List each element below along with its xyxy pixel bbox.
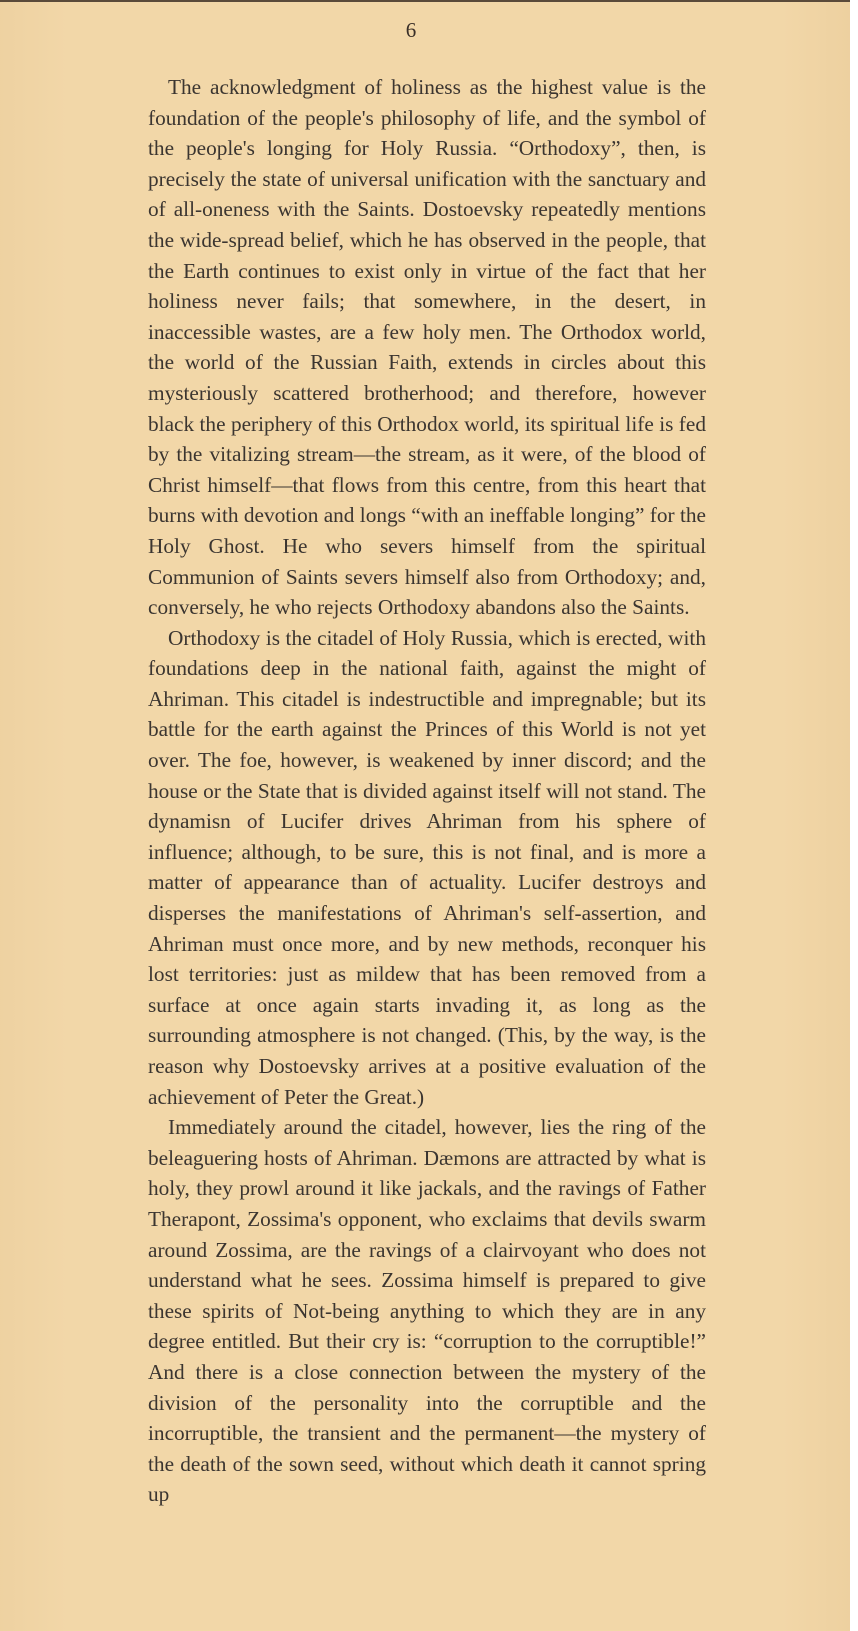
paragraph-2: Orthodoxy is the citadel of Holy Russia, which is erected, with foundations deep in the national faith, against the might of Ahriman. This citadel is indestructible and impregnable; but its battle for the earth against the Princes of this World is not yet over. The foe, however, is weakened by inner discord; and the house or the State that is divided against itself will not stand. The dynamisn of Lucifer drives Ahriman from his sphere of influence; although, to be sure, this is not final, and is more a matter of appearance than of actuality. Lucifer destroys and disperses the manifestations of Ahriman's self-assertion, and Ahriman must once more, and by new methods, reconquer his lost territories: just as mildew that has been removed from a surface at once again starts invading it, as long as the surrounding atmosphere is not changed. (This, by the way, is the reason why Dostoevsky arrives at a positive evaluation of the achievement of Peter the Great.) bbox=[148, 625, 706, 1109]
paragraph-3: Immediately around the citadel, however, lies the ring of the beleaguering hosts of Ahriman. Dæmons are attracted by what is holy, they prowl around it like jackals, and the ravings of Father Therapont, Zossima's opponent, who exclaims that devils swarm around Zossima, are the ravings of a clairvoyant who does not understand what he sees. Zossima himself is prepared to give these spirits of Not-being anything to which they are in any degree entitled. But their cry is: “corruption to the corruptible!” And there is a close connection between the mystery of the division of the personality into the corruptible and the incorruptible, the transient and the permanent—the mystery of the death of the sown seed, without which death it cannot spring up bbox=[148, 1115, 706, 1507]
page-number: 6 bbox=[405, 18, 417, 42]
body-text bbox=[148, 72, 706, 1510]
paragraph-1: The acknowledgment of holiness as the highest value is the foundation of the people's philosophy of life, and the symbol of the people's longing for Holy Russia. “Orthodoxy”, then, is precisely the state of universal unification with the sanctuary and of all-oneness with the Saints. Dostoevsky repeatedly mentions the wide-spread belief, which he has observed in the people, that the Earth continues to exist only in virtue of the fact that her holiness never fails; that somewhere, in the desert, in inaccessible wastes, are a few holy men. The Orthodox world, the world of the Russian Faith, extends in circles about this mysteriously scattered brotherhood; and therefore, however black the periphery of this Orthodox world, its spiritual life is fed by the vitalizing stream—the stream, as it were, of the blood of Christ himself—that flows from this centre, from this heart that burns with devotion and longs “with an ineffable longing” for the Holy Ghost. He who severs himself from the spiritual Communion of Saints severs himself also from Orthodoxy; and, conversely, he who rejects Orthodoxy abandons also the Saints. bbox=[148, 75, 706, 620]
